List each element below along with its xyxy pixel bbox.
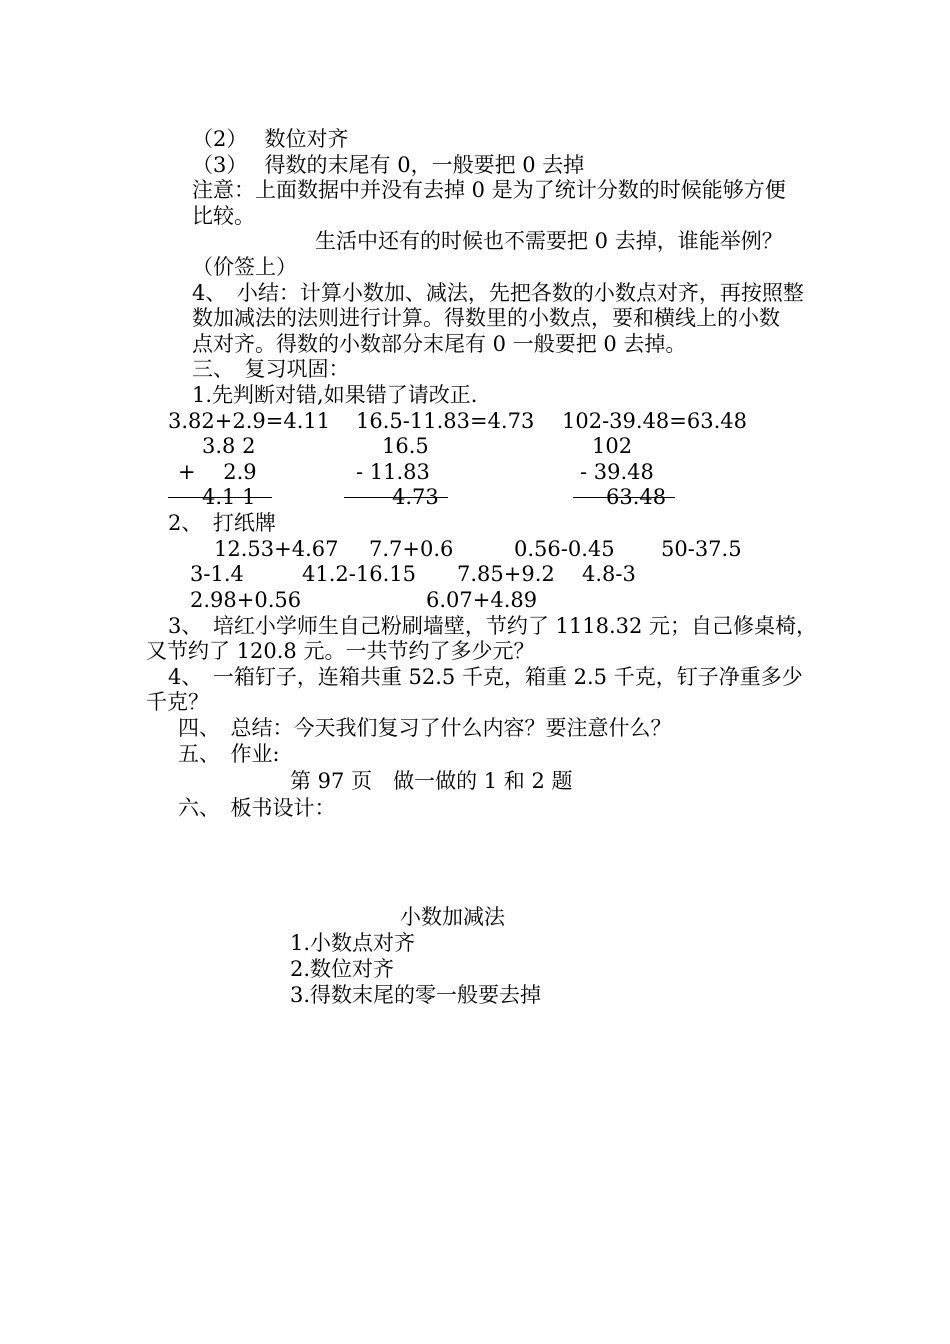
card-game-heading: 2、 打纸牌 (168, 511, 276, 535)
card-problem: 2.98+0.56 (190, 588, 302, 612)
card-problem: 4.8-3 (582, 562, 636, 586)
vertical-1-top: 3.8 2 (202, 434, 256, 458)
board-point-1: 1.小数点对齐 (290, 931, 416, 955)
strike-line-3 (573, 497, 675, 498)
word-problem-3-line-1: 3、 培红小学师生自己粉刷墙壁，节约了 1118.32 元；自己修桌椅， (168, 614, 818, 638)
equation-2: 16.5-11.83=4.73 (356, 409, 535, 433)
word-problem-3-line-2: 又节约了 120.8 元。一共节约了多少元？ (146, 639, 535, 663)
step-2-text: （2） 数位对齐 (192, 127, 349, 151)
board-point-2: 2.数位对齐 (290, 957, 395, 981)
note-line-2: 比较。 (192, 204, 255, 228)
word-problem-4-line-2: 千克？ (146, 690, 209, 714)
vertical-3-middle: - 39.48 (580, 460, 654, 484)
summary-line-3: 点对齐。得数的小数部分末尾有 0 一般要把 0 去掉。 (192, 332, 687, 356)
vertical-3-top: 102 (592, 434, 633, 458)
summary-line-1: 4、 小结：计算小数加、减法，先把各数的小数点对齐，再按照整 (192, 281, 804, 305)
vertical-1-result: 4.1 1 (202, 485, 256, 509)
card-problem: 7.7+0.6 (369, 537, 454, 561)
vertical-3-result: 63.48 (606, 485, 667, 509)
note-line-1: 注意：上面数据中并没有去掉 0 是为了统计分数的时候能够方便 (192, 178, 786, 202)
section-board-design: 六、 板书设计： (178, 796, 336, 820)
card-problem: 50-37.5 (661, 537, 742, 561)
homework-detail: 第 97 页 做一做的 1 和 2 题 (290, 769, 573, 793)
board-point-3: 3.得数末尾的零一般要去掉 (290, 983, 542, 1007)
equation-1: 3.82+2.9=4.11 (168, 409, 331, 433)
summary-line-2: 数加减法的法则进行计算。得数里的小数点，要和横线上的小数 (192, 306, 780, 330)
strike-line-1 (168, 497, 272, 498)
card-problem: 12.53+4.67 (214, 537, 339, 561)
vertical-1-middle: + 2.9 (178, 460, 257, 484)
word-problem-4-line-1: 4、 一箱钉子，连箱共重 52.5 千克，箱重 2.5 千克，钉子净重多少 (168, 665, 803, 689)
judge-instruction: 1.先判断对错,如果错了请改正. (192, 383, 478, 407)
vertical-2-result: 4.73 (392, 485, 439, 509)
equation-3: 102-39.48=63.48 (562, 409, 748, 433)
card-problem: 6.07+4.89 (426, 588, 538, 612)
card-problem: 0.56-0.45 (514, 537, 615, 561)
price-tag-answer: （价签上） (192, 255, 297, 279)
board-title: 小数加减法 (400, 905, 505, 929)
section-homework: 五、 作业: (178, 742, 280, 766)
card-problem: 41.2-16.15 (302, 562, 416, 586)
strike-line-2 (344, 497, 448, 498)
card-problem: 7.85+9.2 (457, 562, 555, 586)
step-3-text: （3） 得数的末尾有 0，一般要把 0 去掉 (192, 153, 585, 177)
vertical-2-middle: - 11.83 (356, 460, 430, 484)
section-review-heading: 三、 复习巩固： (192, 357, 350, 381)
section-summary: 四、 总结：今天我们复习了什么内容？要注意什么？ (178, 716, 672, 740)
card-problem: 3-1.4 (190, 562, 244, 586)
life-question: 生活中还有的时候也不需要把 0 去掉，谁能举例？ (315, 229, 783, 253)
vertical-2-top: 16.5 (382, 434, 429, 458)
